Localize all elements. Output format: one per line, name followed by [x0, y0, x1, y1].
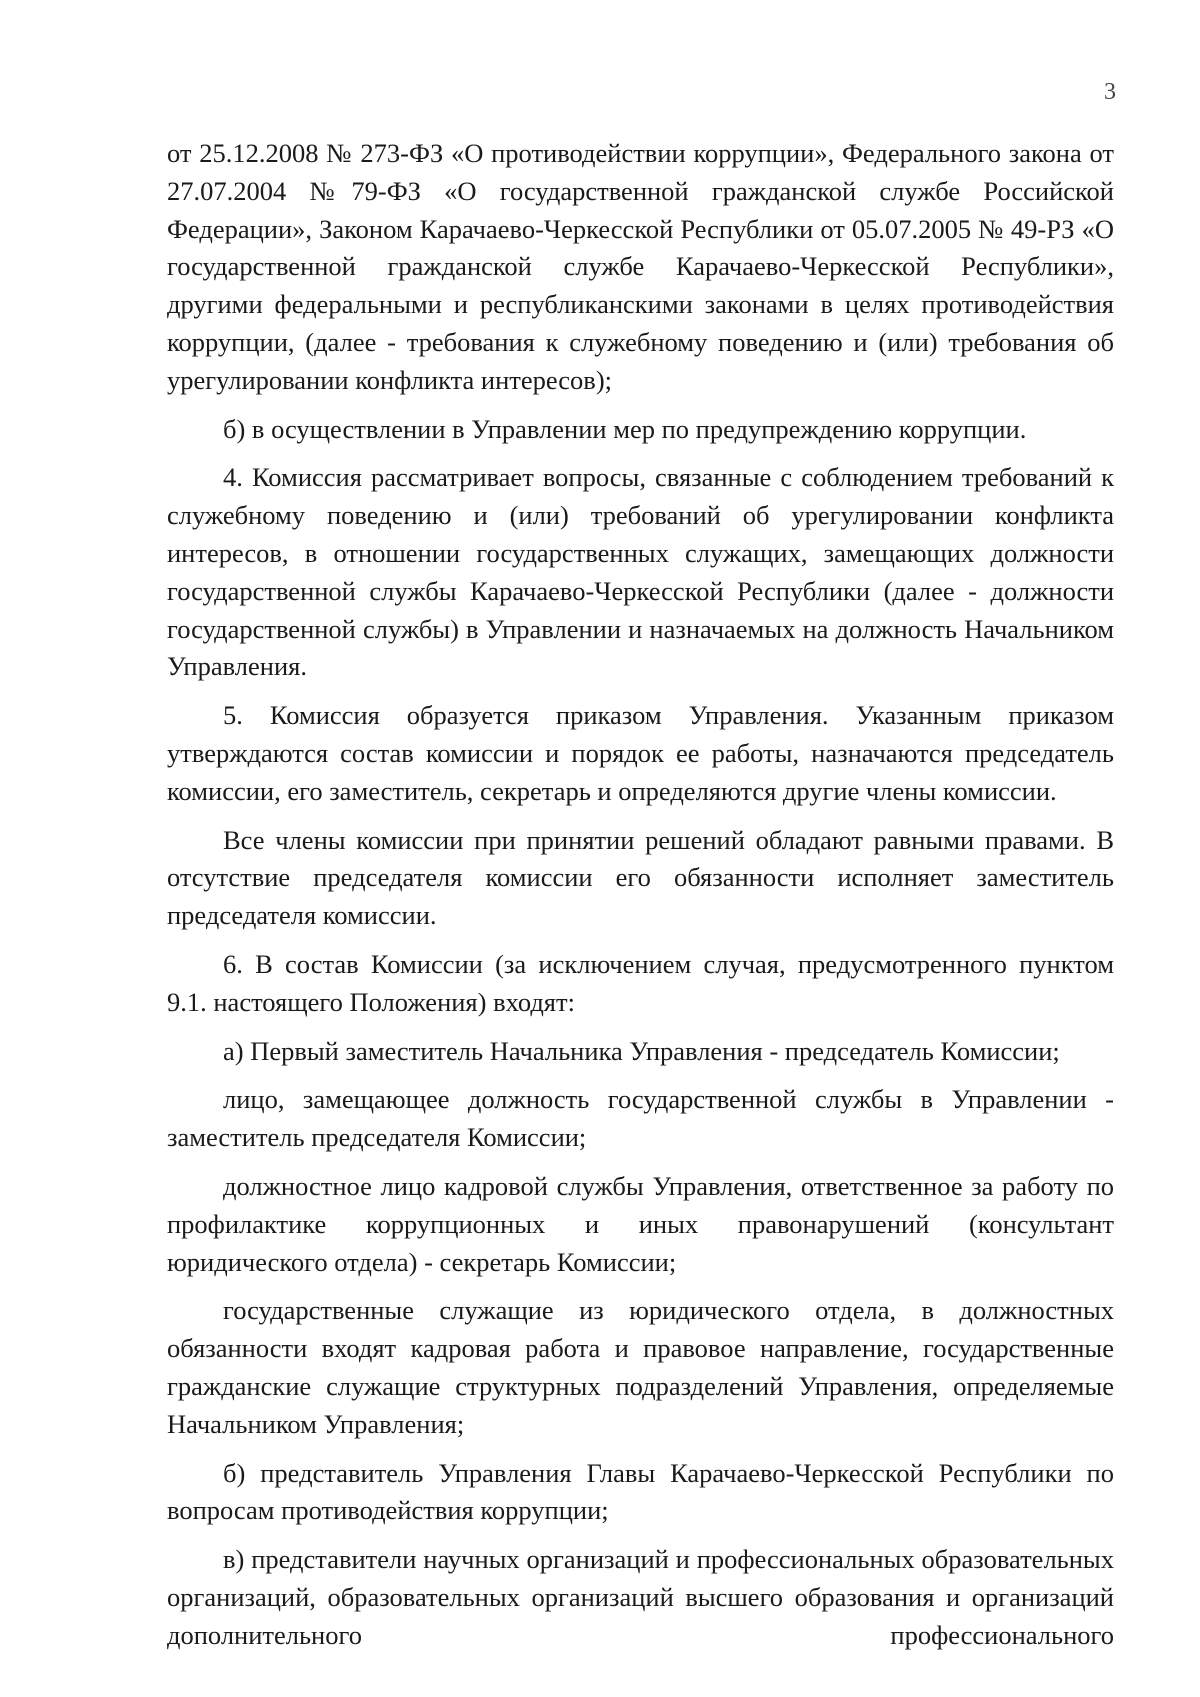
- paragraph-legal-basis: от 25.12.2008 № 273-ФЗ «О противодействии коррупции», Федерального закона от 27.07.2004 №79-ФЗ «О государственной гражданской службе Российской Федерации», Законом Карачаево-Черкесской Республики от 05.07.2005 № 49-РЗ «О государственной гражданской службе Карачаево-Черкесской Республики», другими федеральными и республиканскими законами в целях противодействия коррупции, (далее - требования к служебному поведению и (или) требования об урегулировании конфликта интересов);: [167, 138, 1114, 395]
- paragraph-clause-6: 6. В состав Комиссии (за исключением случая, предусмотренного пунктом 9.1. настоящего Положения) входят:: [167, 948, 1114, 1017]
- paragraph-clause-4: 4. Комиссия рассматривает вопросы, связанные с соблюдением требований к служебному поведению и (или) требований об урегулировании конфликта интересов, в отношении государственных служащих, замещающих должности государственной службы Карачаево-Черкесской Республики (далее - должности государственной службы) в Управлении и назначаемых на должность Начальником Управления.: [167, 462, 1114, 682]
- document-body: [167, 135, 1114, 1654]
- paragraph-secretary: должностное лицо кадровой службы Управления, ответственное за работу по профилактике коррупционных и иных правонарушений (консультант юридического отдела) - секретарь Комиссии;: [167, 1170, 1114, 1277]
- paragraph-item-a-chairman: а) Первый заместитель Начальника Управления - председатель Комиссии;: [223, 1035, 1060, 1066]
- paragraph-item-b-prevention: б) в осуществлении в Управлении мер по предупреждению коррупции.: [223, 413, 1027, 444]
- paragraph-deputy-chairman: лицо, замещающее должность государственной службы в Управлении - заместитель председателя Комиссии;: [167, 1084, 1114, 1153]
- paragraph-equal-rights: Все члены комиссии при принятии решений обладают равными правами. В отсутствие председателя комиссии его обязанности исполняет заместитель председателя комиссии.: [167, 824, 1114, 931]
- paragraph-item-b-representative: б) представитель Управления Главы Карачаево-Черкесской Республики по вопросам противодействия коррупции;: [167, 1457, 1114, 1526]
- paragraph-civil-servants: государственные служащие из юридического отдела, в должностных обязанности входят кадровая работа и правовое направление, государственные гражданские служащие структурных подразделений Управления, определяемые Начальником Управления;: [167, 1295, 1114, 1439]
- page-number: 3: [1104, 79, 1116, 105]
- paragraph-item-v-organizations: в) представители научных организаций и профессиональных образовательных организаций, образовательных организаций высшего образования и организаций дополнительного профессионального: [167, 1544, 1114, 1650]
- paragraph-clause-5: 5. Комиссия образуется приказом Управления. Указанным приказом утверждаются состав комиссии и порядок ее работы, назначаются председатель комиссии, его заместитель, секретарь и определяются другие члены комиссии.: [167, 700, 1114, 806]
